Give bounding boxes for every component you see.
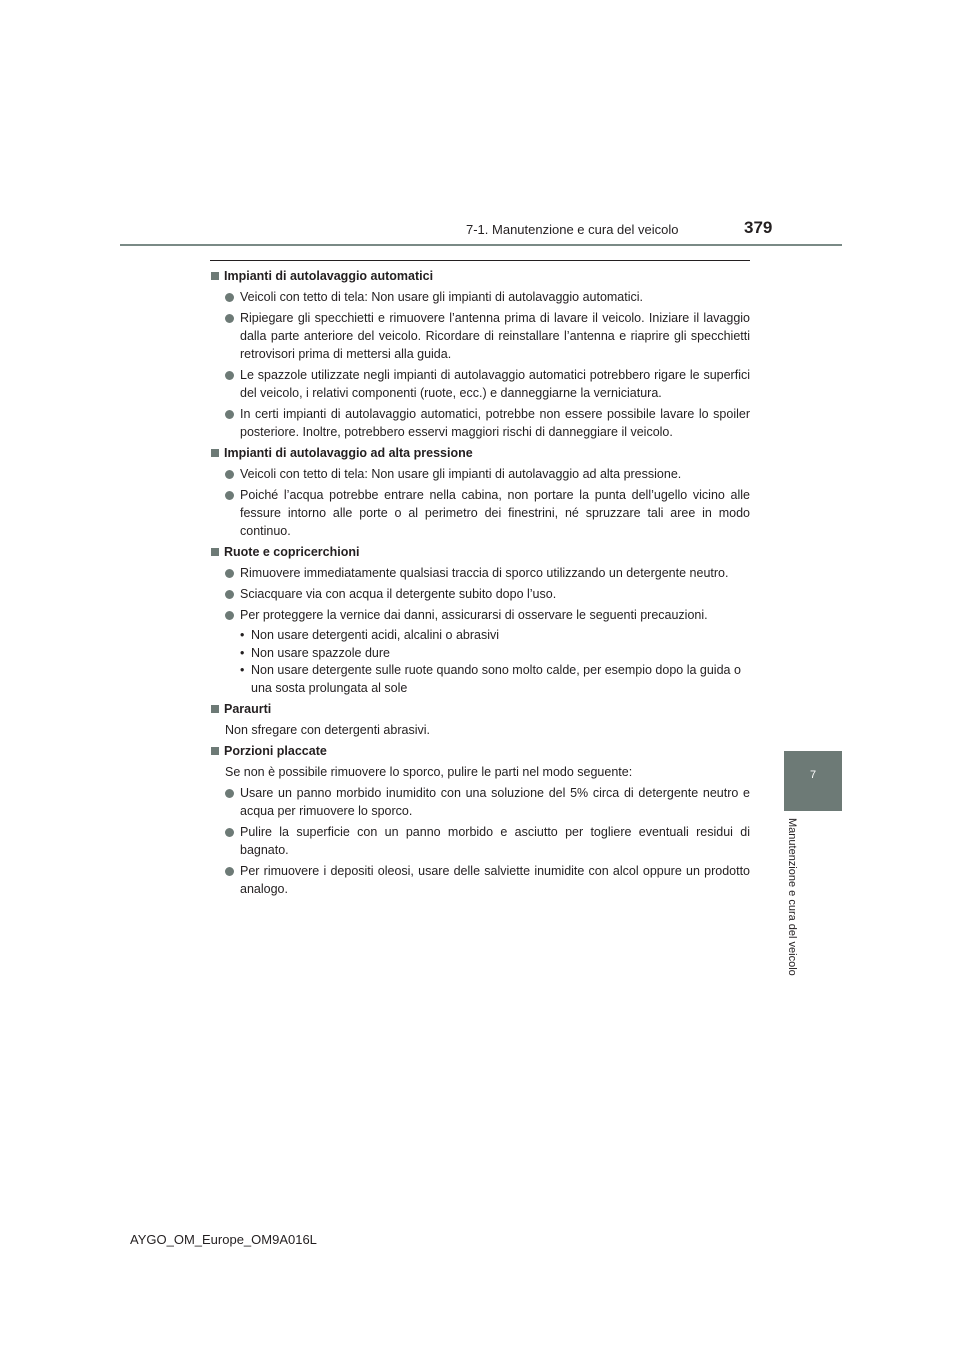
header-divider (120, 244, 842, 246)
section-text: Non sfregare con detergenti abrasivi. (225, 723, 430, 737)
sublist-item (210, 627, 750, 645)
sublist-item-text: Non usare spazzole dure (251, 645, 390, 660)
circle-bullet-icon (225, 569, 234, 578)
header-section-title: 7-1. Manutenzione e cura del veicolo (466, 222, 679, 237)
circle-bullet-icon (225, 491, 234, 500)
list-item (210, 465, 750, 483)
list-item-text: Veicoli con tetto di tela: Non usare gli impianti di autolavaggio automatici. (240, 290, 644, 304)
section-ruote-copricerchioni (210, 543, 750, 697)
section-text: Se non è possibile rimuovere lo sporco, pulire le parti nel modo seguente: (225, 765, 633, 779)
list-item (210, 585, 750, 603)
circle-bullet-icon (225, 611, 234, 620)
square-bullet-icon (211, 705, 219, 713)
list-item-text: Poiché l’acqua potrebbe entrare nella cabina, non portare la punta dell’ugello vicino alle fessure intorno alle porte o al perimetro dei finestrini, né spruzzare tali aree in modo continuo. (240, 488, 750, 538)
circle-bullet-icon (225, 410, 234, 419)
section-heading (210, 267, 750, 285)
list-item-text: In certi impianti di autolavaggio automatici, potrebbe non essere possibile lavare lo spoiler posteriore. Inoltre, potrebbero esservi maggiori rischi di danneggiare il veicolo. (240, 407, 750, 439)
circle-bullet-icon (225, 314, 234, 323)
list-item (210, 486, 750, 540)
section-impianti-alta-pressione (210, 444, 750, 540)
section-heading (210, 543, 750, 561)
chapter-tab[interactable] (784, 751, 842, 811)
list-item (210, 309, 750, 363)
list-item-text: Per proteggere la vernice dai danni, assicurarsi di osservare le seguenti precauzioni. (240, 608, 708, 622)
section-paraurti (210, 700, 750, 739)
section-title: Impianti di autolavaggio automatici (224, 269, 434, 283)
section-heading (210, 444, 750, 462)
list-item (210, 606, 750, 624)
list-item (210, 784, 750, 820)
list-item (210, 564, 750, 582)
dot-bullet-icon: • (240, 628, 245, 642)
dot-bullet-icon: • (240, 645, 245, 660)
list-item (210, 405, 750, 441)
square-bullet-icon (211, 272, 219, 280)
sublist-item-text: Non usare detergente sulle ruote quando sono molto calde, per esempio dopo la guida o una sosta prolungata al sole (251, 663, 741, 695)
list-item-text: Sciacquare via con acqua il detergente subito dopo l’uso. (240, 587, 557, 601)
sublist-item (210, 645, 750, 663)
precautions-sublist (210, 627, 750, 697)
list-item-text: Per rimuovere i depositi oleosi, usare delle salviette inumidite con alcol oppure un prodotto analogo. (240, 864, 750, 896)
content-divider (210, 260, 750, 261)
list-item-text: Usare un panno morbido inumidito con una soluzione del 5% circa di detergente neutro e acqua per rimuovere lo sporco. (240, 786, 750, 818)
section-porzioni-placcate (210, 742, 750, 898)
dot-bullet-icon: • (240, 663, 245, 677)
section-title: Impianti di autolavaggio ad alta pressione (224, 446, 473, 460)
list-item-text: Le spazzole utilizzate negli impianti di autolavaggio automatici potrebbero rigare le superfici del veicolo, i relativi componenti (ruote, ecc.) e danneggiarne la verniciatura. (240, 368, 750, 400)
square-bullet-icon (211, 747, 219, 755)
chapter-side-label-text: Manutenzione e cura del veicolo (786, 818, 798, 976)
circle-bullet-icon (225, 371, 234, 380)
list-item (210, 288, 750, 306)
sublist-item (210, 662, 750, 697)
list-item (210, 366, 750, 402)
section-heading (210, 700, 750, 718)
section-title: Porzioni placcate (224, 744, 327, 758)
document-footer-code: AYGO_OM_Europe_OM9A016L (130, 1232, 317, 1247)
list-item-text: Ripiegare gli specchietti e rimuovere l’antenna prima di lavare il veicolo. Iniziare il lavaggio dalla parte anteriore del veicolo. Ricordare di reinstallare l’antenna e riaprire gli specchietti retrovisori prima di mettersi alla guida. (240, 311, 750, 361)
circle-bullet-icon (225, 590, 234, 599)
chapter-side-label (786, 818, 810, 1008)
circle-bullet-icon (225, 828, 234, 837)
list-item-text: Rimuovere immediatamente qualsiasi traccia di sporco utilizzando un detergente neutro. (240, 566, 729, 580)
list-item-text: Veicoli con tetto di tela: Non usare gli impianti di autolavaggio ad alta pressione. (240, 467, 682, 481)
section-title: Paraurti (224, 702, 272, 716)
circle-bullet-icon (225, 867, 234, 876)
square-bullet-icon (211, 548, 219, 556)
section-impianti-automatici (210, 267, 750, 441)
list-item (210, 862, 750, 898)
circle-bullet-icon (225, 470, 234, 479)
section-heading (210, 742, 750, 760)
page-content (210, 267, 750, 901)
square-bullet-icon (211, 449, 219, 457)
list-item (210, 823, 750, 859)
list-item-text: Pulire la superficie con un panno morbido e asciutto per togliere eventuali residui di bagnato. (240, 825, 750, 857)
sublist-item-text: Non usare detergenti acidi, alcalini o abrasivi (251, 628, 500, 642)
circle-bullet-icon (225, 293, 234, 302)
page-number: 379 (744, 218, 773, 237)
section-title: Ruote e copricerchioni (224, 545, 360, 559)
circle-bullet-icon (225, 789, 234, 798)
chapter-tab-number: 7 (809, 769, 817, 781)
